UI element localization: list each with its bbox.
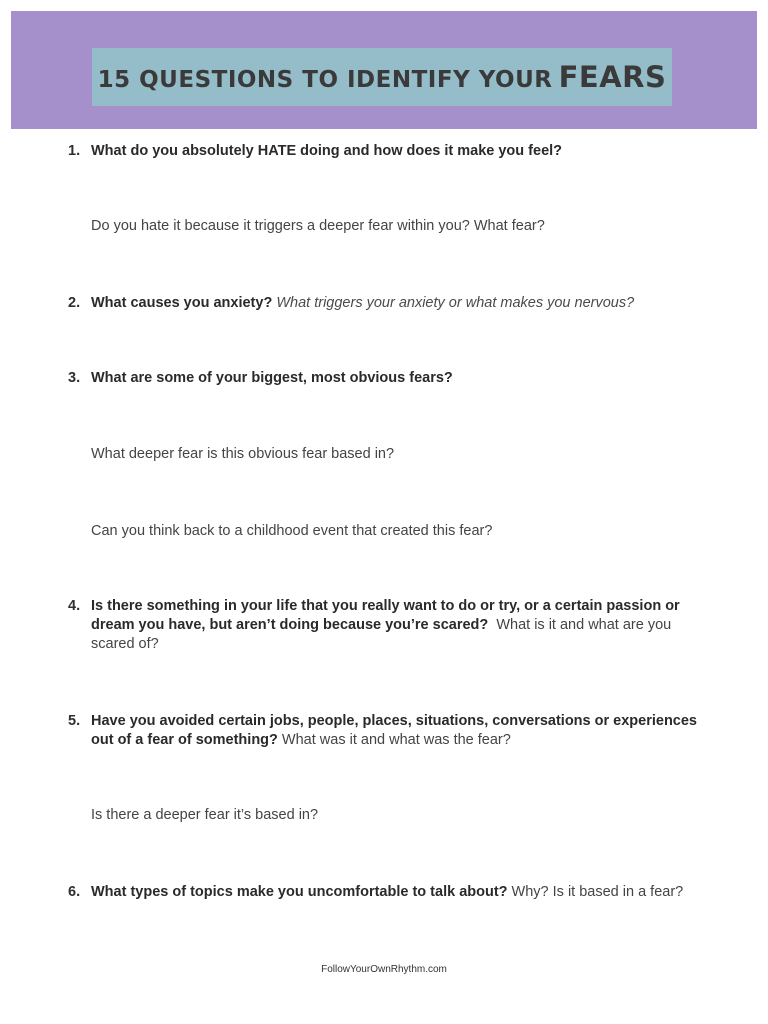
footer-website: FollowYourOwnRhythm.com bbox=[321, 964, 447, 975]
question-number: 1. bbox=[68, 143, 81, 159]
question-italic-text: What triggers your anxiety or what makes you nervous? bbox=[276, 295, 635, 311]
followup-q5-a: Is there a deeper fear it’s based in? bbox=[91, 807, 319, 823]
question-number: 6. bbox=[68, 884, 81, 900]
question-bold-text: What are some of your biggest, most obvious fears? bbox=[91, 370, 453, 386]
question-plain-text: What was it and what was the fear? bbox=[281, 732, 511, 748]
followup-q3-b: Can you think back to a childhood event that created this fear? bbox=[91, 523, 493, 539]
followup-q3-a: What deeper fear is this obvious fear based in? bbox=[91, 446, 395, 462]
question-bold-text: What causes you anxiety? bbox=[91, 295, 273, 311]
question-1 bbox=[68, 142, 708, 161]
followup-q1-a: Do you hate it because it triggers a deeper fear within you? What fear? bbox=[91, 218, 545, 234]
question-plain-text: What is it and what are you scared of? bbox=[91, 617, 672, 652]
question-number: 2. bbox=[68, 295, 81, 311]
question-2 bbox=[68, 294, 708, 313]
question-6 bbox=[68, 883, 708, 902]
title-prefix: 15 QUESTIONS TO IDENTIFY YOUR bbox=[97, 67, 553, 93]
question-number: 3. bbox=[68, 370, 81, 386]
question-4 bbox=[68, 597, 708, 654]
title-emphasis: FEARS bbox=[558, 60, 667, 94]
question-bold-text: Is there something in your life that you really want to do or try, or a certain passion or dream you have, but aren’t doing because you’re scared? bbox=[91, 598, 680, 633]
question-number: 4. bbox=[68, 598, 81, 614]
question-bold-text: Have you avoided certain jobs, people, places, situations, conversations or experiences out of a fear of something? bbox=[91, 713, 697, 748]
question-5 bbox=[68, 712, 708, 750]
question-3 bbox=[68, 369, 708, 388]
question-bold-text: What do you absolutely HATE doing and how does it make you feel? bbox=[91, 143, 563, 159]
question-number: 5. bbox=[68, 713, 81, 729]
page-title bbox=[98, 60, 667, 94]
question-bold-text: What types of topics make you uncomfortable to talk about? bbox=[91, 884, 508, 900]
title-box bbox=[92, 48, 672, 106]
question-plain-text: Why? Is it based in a fear? bbox=[511, 884, 684, 900]
